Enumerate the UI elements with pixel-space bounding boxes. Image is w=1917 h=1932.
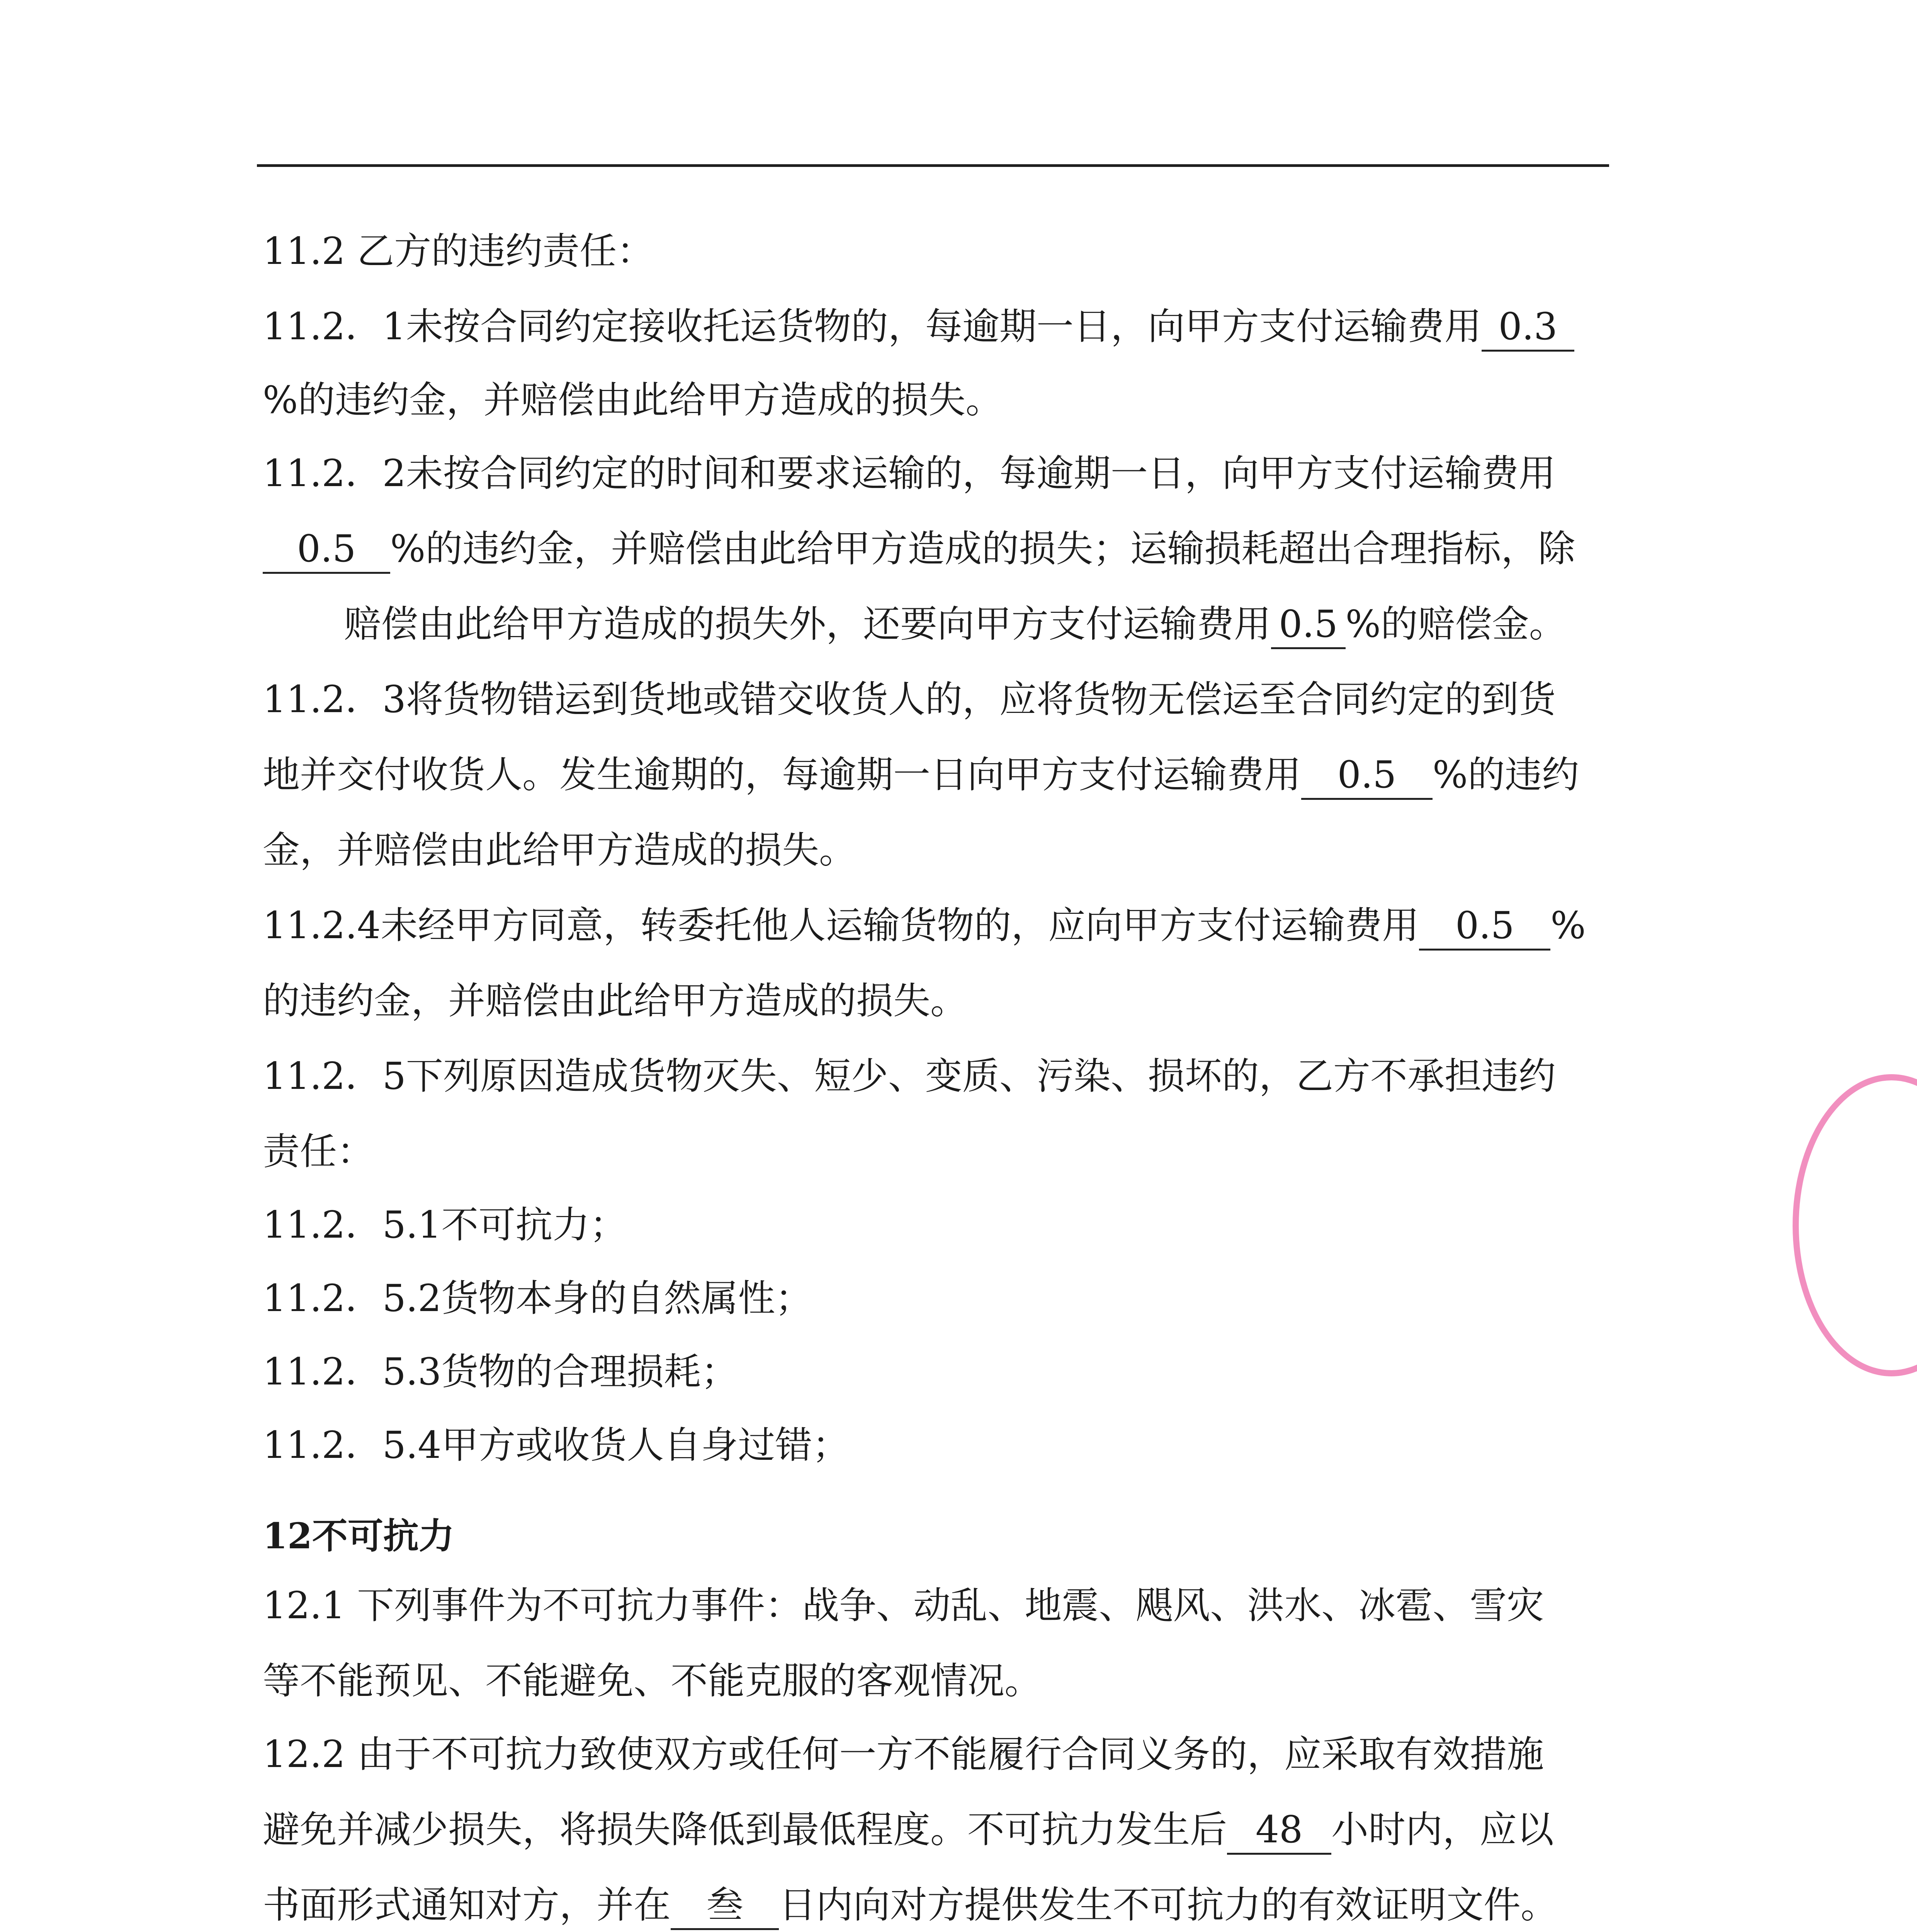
line-text: %的违约金，并赔偿由此给甲方造成的损失。 <box>263 378 1003 422</box>
line-text: 12.1 下列事件为不可抗力事件：战争、动乱、地震、飓风、洪水、冰雹、雪灾 <box>263 1584 1544 1627</box>
line-text: 等不能预见、不能避免、不能克服的客观情况。 <box>263 1659 1042 1702</box>
line-text: 书面形式通知对方，并在 <box>263 1883 671 1927</box>
clause-11-2-4 <box>263 902 1586 951</box>
line-text: %的赔偿金。 <box>1345 602 1566 646</box>
fill-in-blank: 0.5 <box>1301 752 1433 800</box>
clause-11-2-heading <box>263 228 654 274</box>
clause-11-2-3-cont <box>263 752 1579 800</box>
clause-12-2-cont <box>263 1806 1554 1855</box>
clause-11-2-3 <box>263 676 1556 723</box>
clause-12-2 <box>263 1731 1544 1777</box>
line-text: %的违约金，并赔偿由此给甲方造成的损失；运输损耗超出合理指标，除 <box>390 527 1575 570</box>
red-seal-stamp <box>1793 1074 1917 1376</box>
line-text: % <box>1550 904 1586 947</box>
clause-11-2-5-1 <box>263 1202 627 1248</box>
fill-in-blank: 叁 <box>671 1882 779 1930</box>
clause-11-2-5-3 <box>263 1349 738 1395</box>
line-text: 11.2．5.4甲方或收货人自身过错； <box>263 1423 850 1467</box>
clause-12-1 <box>263 1582 1544 1629</box>
line-text: 11.2.4未经甲方同意，转委托他人运输货物的，应向甲方支付运输费用 <box>263 904 1419 947</box>
clause-11-2-5 <box>263 1053 1556 1099</box>
clause-11-2-1 <box>263 303 1574 352</box>
line-text: 12.2 由于不可抗力致使双方或任何一方不能履行合同义务的，应采取有效措施 <box>263 1733 1544 1776</box>
clause-12-2-cont2 <box>263 1882 1558 1930</box>
clause-11-2-5-cont <box>263 1128 374 1175</box>
clause-11-2-3-cont2 <box>263 827 856 873</box>
clause-12-1-cont <box>263 1658 1042 1704</box>
header-rule <box>257 164 1609 167</box>
line-text: 11.2．5.3货物的合理损耗； <box>263 1350 738 1393</box>
fill-in-blank: 48 <box>1227 1806 1331 1855</box>
line-text: 11.2．5.1不可抗力； <box>263 1203 627 1247</box>
line-text: 责任： <box>263 1130 374 1173</box>
line-text: 11.2 乙方的违约责任： <box>263 230 654 273</box>
line-text: 日内向对方提供发生不可抗力的有效证明文件。 <box>779 1883 1558 1927</box>
clause-11-2-2-cont2 <box>344 601 1566 649</box>
fill-in-blank: 0.5 <box>263 526 390 574</box>
line-text: %的违约 <box>1433 753 1579 796</box>
line-text: 避免并减少损失，将损失降低到最低程度。不可抗力发生后 <box>263 1808 1227 1851</box>
line-text: 11.2．2未按合同约定的时间和要求运输的，每逾期一日，向甲方支付运输费用 <box>263 452 1556 495</box>
line-text: 赔偿由此给甲方造成的损失外，还要向甲方支付运输费用 <box>344 602 1271 646</box>
fill-in-blank: 0.5 <box>1419 902 1550 951</box>
line-text: 11.2．1未按合同约定接收托运货物的，每逾期一日，向甲方支付运输费用 <box>263 305 1482 348</box>
clause-11-2-2 <box>263 450 1556 497</box>
line-text: 金，并赔偿由此给甲方造成的损失。 <box>263 828 856 872</box>
line-text: 的违约金，并赔偿由此给甲方造成的损失。 <box>263 979 967 1022</box>
fill-in-blank: 0.5 <box>1271 601 1346 649</box>
clause-11-2-5-4 <box>263 1422 849 1468</box>
clause-11-2-4-cont <box>263 978 967 1024</box>
clause-11-2-5-2 <box>263 1275 812 1321</box>
line-text: 11.2．5下列原因造成货物灭失、短少、变质、污染、损坏的，乙方不承担违约 <box>263 1054 1556 1098</box>
line-text: 地并交付收货人。发生逾期的，每逾期一日向甲方支付运输费用 <box>263 753 1301 796</box>
clause-11-2-2-cont <box>263 526 1575 574</box>
section-12-heading <box>263 1513 454 1559</box>
line-text: 12不可抗力 <box>263 1515 455 1557</box>
clause-11-2-1-cont <box>263 377 1003 423</box>
line-text: 11.2．3将货物错运到货地或错交收货人的，应将货物无偿运至合同约定的到货 <box>263 678 1556 721</box>
line-text: 11.2．5.2货物本身的自然属性； <box>263 1277 812 1320</box>
fill-in-blank: 0.3 <box>1482 303 1574 352</box>
line-text: 小时内，应以 <box>1331 1808 1554 1851</box>
